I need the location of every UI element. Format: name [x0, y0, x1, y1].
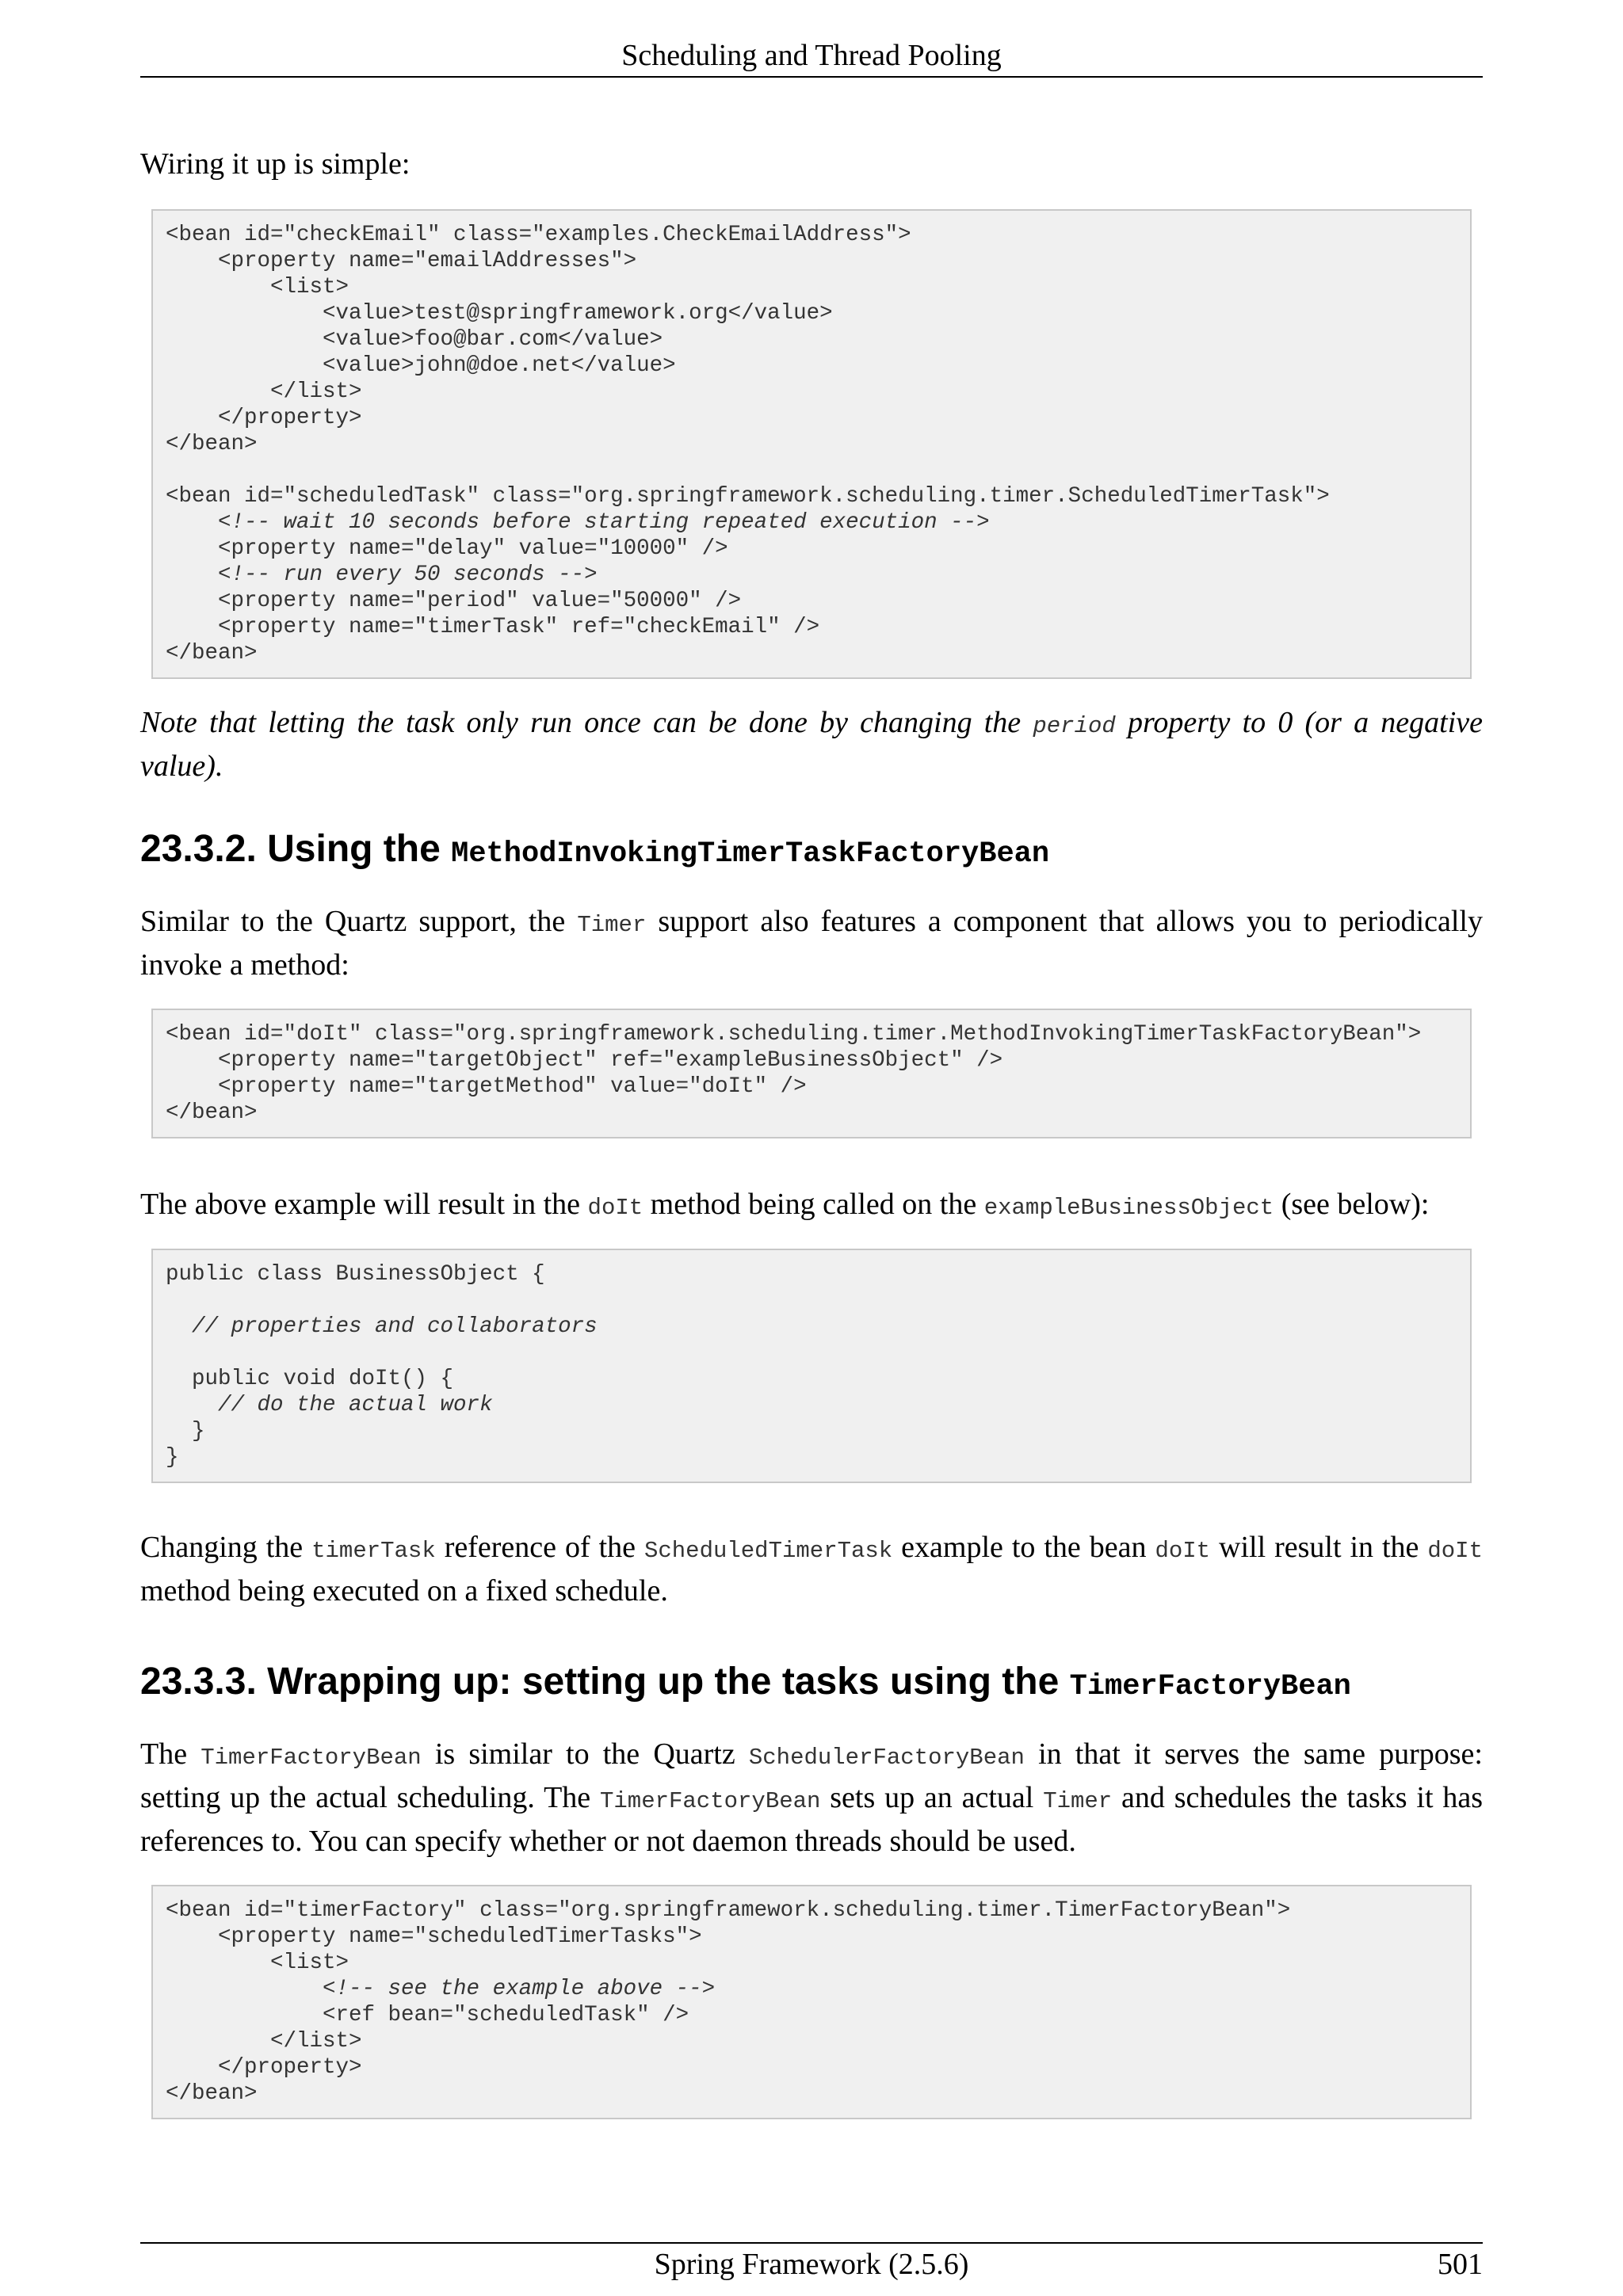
inline-code: TimerFactoryBean [200, 1745, 422, 1771]
page-header [140, 35, 1483, 78]
inline-code: period [1033, 713, 1116, 739]
inline-code: SchedulerFactoryBean [748, 1745, 1025, 1771]
code-line: </bean> [166, 641, 258, 666]
code-line: <property name="period" value="50000" /> [166, 589, 742, 613]
code-line: <value>john@doe.net</value> [166, 353, 676, 378]
code-line: <property name="targetMethod" value="doIt" /> [166, 1074, 807, 1099]
paragraph-text: is similar to the Quartz [421, 1737, 749, 1771]
paragraph-text: in that it serves the same purpose: setting up the actual scheduling. The [140, 1737, 1483, 1814]
paragraph-text: method being executed on a fixed schedule. [140, 1574, 668, 1608]
paragraph-text: method being called on the [643, 1188, 984, 1221]
paragraph-text: example to the bean [892, 1531, 1155, 1564]
code-comment-line: <!-- see the example above --> [166, 1977, 716, 2001]
intro-text: Wiring it up is simple: [140, 147, 411, 181]
paragraph-doit-result [140, 1184, 1483, 1228]
code-block-business-object [151, 1249, 1472, 1483]
code-line: <value>test@springframework.org</value> [166, 301, 833, 326]
code-line: <property name="timerTask" ref="checkEmail" /> [166, 615, 820, 639]
code-block-wiring [151, 209, 1472, 679]
inline-code: doIt [587, 1195, 643, 1221]
code-line: </property> [166, 2055, 362, 2080]
inline-code: doIt [1427, 1538, 1483, 1564]
code-line: public void doIt() { [166, 1367, 454, 1391]
code-line: </bean> [166, 1100, 258, 1125]
code-line: <list> [166, 1951, 349, 1975]
code-line: <property name="delay" value="10000" /> [166, 536, 728, 561]
code-line: <ref bean="scheduledTask" /> [166, 2003, 689, 2027]
code-line: </bean> [166, 432, 258, 456]
paragraph-text: will result in the [1210, 1531, 1428, 1564]
code-line: </bean> [166, 2081, 258, 2106]
code-line: public class BusinessObject { [166, 1262, 545, 1287]
code-line: <property name="emailAddresses"> [166, 249, 637, 273]
section-heading-23-3-2 [140, 826, 1483, 878]
code-line: <bean id="scheduledTask" class="org.springframework.scheduling.timer.ScheduledTimerTask"> [166, 484, 1330, 509]
paragraph-text: reference of the [435, 1531, 644, 1564]
footer-title: Spring Framework (2.5.6) [654, 2248, 969, 2281]
paragraph-text: Changing the [140, 1531, 312, 1564]
inline-code: timerTask [311, 1538, 436, 1564]
code-line: } [166, 1445, 179, 1470]
inline-code: TimerFactoryBean [599, 1788, 821, 1814]
code-line: <value>foo@bar.com</value> [166, 327, 663, 352]
paragraph-timertask-change [140, 1527, 1483, 1611]
note-text-part: Note that letting the task only run once can be done by changing the [140, 706, 1033, 739]
code-line: <property name="targetObject" ref="exampleBusinessObject" /> [166, 1048, 1003, 1073]
section-heading-code: MethodInvokingTimerTaskFactoryBean [451, 837, 1050, 871]
code-block-timer-factory [151, 1885, 1472, 2119]
inline-code: Timer [1043, 1788, 1113, 1814]
paragraph-text: The [140, 1737, 201, 1771]
code-line: } [166, 1419, 205, 1444]
code-line: </list> [166, 379, 362, 404]
page-footer [140, 2242, 1483, 2281]
running-title: Scheduling and Thread Pooling [621, 39, 1002, 72]
section-heading-code: TimerFactoryBean [1069, 1670, 1351, 1703]
paragraph-text: Similar to the Quartz support, the [140, 905, 578, 938]
paragraph-text: (see below): [1274, 1188, 1430, 1221]
note-text-part: property to 0 (or a negative value). [140, 706, 1484, 783]
inline-code: ScheduledTimerTask [643, 1538, 893, 1564]
code-comment-line: <!-- wait 10 seconds before starting repeated execution --> [166, 510, 990, 535]
code-line: <bean id="checkEmail" class="examples.CheckEmailAddress"> [166, 223, 911, 247]
paragraph-text: sets up an actual [820, 1781, 1044, 1814]
code-comment-line: // properties and collaborators [166, 1314, 598, 1339]
code-line: <list> [166, 275, 349, 299]
paragraph-text: support also features a component that allows you to periodically invoke a method: [140, 905, 1483, 982]
paragraph-text: and schedules the tasks it has references to. You can specify whether or not daemon threads should be used. [140, 1781, 1483, 1858]
note-text [140, 703, 1483, 786]
paragraph-timer-support [140, 902, 1483, 985]
code-line: <bean id="doIt" class="org.springframework.scheduling.timer.MethodInvokingTimerTaskFactoryBean"> [166, 1022, 1422, 1047]
paragraph-timer-factory [140, 1734, 1483, 1861]
code-block-method-invoking [151, 1009, 1472, 1138]
section-heading-text: 23.3.3. Wrapping up: setting up the tasks using the [140, 1661, 1070, 1703]
section-heading-text: 23.3.2. Using the [140, 828, 452, 870]
code-line: <property name="scheduledTimerTasks"> [166, 1924, 702, 1949]
page-number: 501 [1438, 2248, 1483, 2281]
code-comment-line: // do the actual work [166, 1393, 493, 1417]
inline-code: exampleBusinessObject [983, 1195, 1274, 1221]
code-line: </list> [166, 2029, 362, 2054]
code-line: <bean id="timerFactory" class="org.springframework.scheduling.timer.TimerFactoryBean"> [166, 1898, 1291, 1923]
paragraph-text: The above example will result in the [140, 1188, 588, 1221]
section-heading-23-3-3 [140, 1658, 1483, 1711]
code-line: </property> [166, 406, 362, 430]
page-content [140, 135, 1483, 2119]
inline-code: Timer [577, 912, 647, 938]
code-comment-line: <!-- run every 50 seconds --> [166, 563, 598, 587]
inline-code: doIt [1155, 1538, 1211, 1564]
